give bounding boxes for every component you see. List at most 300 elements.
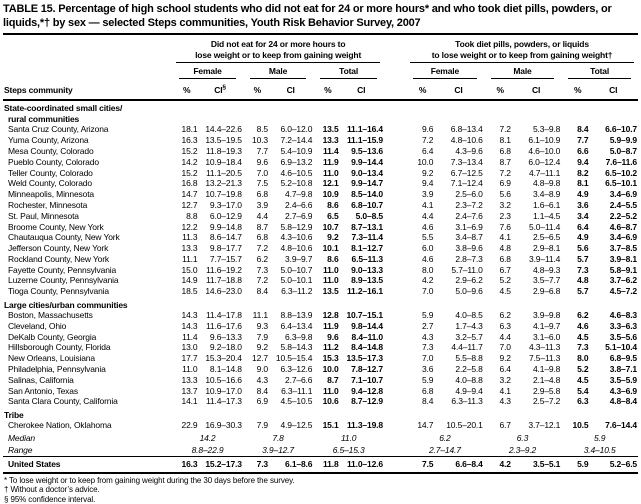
pct-cell: 11.2: [323, 342, 339, 353]
pct-cell: 5.7: [577, 286, 589, 297]
ci-cell: 13.5–17.3: [346, 353, 383, 364]
pct-cell: 13.3: [322, 135, 339, 146]
pct-cell: 22.9: [181, 420, 198, 431]
pct-cell: 7.7: [256, 145, 268, 156]
footnote-section: § 95% confidence interval.: [4, 494, 96, 504]
pct-cell: 4.4: [256, 210, 268, 221]
row-label: Fayette County, Pennsylvania: [8, 264, 117, 275]
pct-cell: 10.9: [322, 189, 339, 200]
ci-cell: 7.7–15.7: [209, 253, 242, 264]
ci-cell: 4.1–9.7: [532, 320, 561, 331]
column-gap: [384, 63, 406, 79]
ci-cell: 16.9–30.3: [205, 420, 242, 431]
ci-cell: 5.0–11.4: [529, 221, 561, 232]
ci-cell: 9.9–14.7: [351, 178, 383, 189]
pct-cell: 6.3: [577, 396, 589, 407]
pct-cell: 17.7: [181, 353, 198, 364]
ci-cell: 3.8–7.1: [609, 364, 637, 375]
pct-cell: 7.3: [256, 264, 268, 275]
column-gap: [384, 211, 406, 222]
pct-cell: 7.0: [499, 342, 511, 353]
pct-cell: 13.3: [181, 243, 198, 254]
table-body: [3, 100, 638, 473]
data-row: [3, 168, 638, 179]
ci-cell: 2.7–6.9: [285, 210, 313, 221]
column-gap: [384, 232, 406, 243]
pair-value-cell: 7.8: [272, 433, 284, 444]
group-header-no-eat-line1: Did not eat for 24 or more hours to: [210, 39, 346, 49]
data-row: [3, 375, 638, 386]
ci-cell: 5.7–11.0: [451, 264, 483, 275]
ci-cell: 7.3–13.4: [450, 156, 483, 167]
pct-cell: 10.7: [322, 221, 339, 232]
ci-cell: 6.8–13.4: [450, 124, 483, 135]
pct-cell: 7.0: [421, 286, 434, 297]
sex-header-total-right: Total: [561, 63, 638, 79]
sex-header-female-left: Female: [172, 63, 243, 79]
column-gap: [384, 200, 406, 211]
ci-cell: 4.9–9.4: [455, 385, 483, 396]
ci-cell: 5.0–8.7: [609, 145, 637, 156]
ci-cell: 5.0–9.6: [455, 286, 483, 297]
pct-cell: 4.3: [256, 374, 268, 385]
pct-cell: 10.0: [322, 364, 339, 375]
pct-cell: 4.3: [421, 331, 434, 342]
data-row: [3, 275, 638, 286]
ci-cell: 2.3–7.2: [455, 199, 483, 210]
row-label: DeKalb County, Georgia: [8, 331, 97, 342]
ci-cell: 8.6–14.7: [209, 232, 242, 243]
data-row: [3, 265, 638, 276]
ci-cell: 6.9–13.2: [280, 156, 313, 167]
ci-cell: 8.7–12.9: [351, 396, 383, 407]
column-header-ci: CI: [433, 79, 483, 100]
ci-cell: 6.1–8.6: [268, 457, 313, 473]
ci-cell: 4.8–8.4: [609, 396, 637, 407]
pct-cell: 8.6: [327, 199, 339, 210]
ci-cell: 4.6–10.0: [528, 145, 561, 156]
column-gap: [384, 178, 406, 189]
ci-cell: 5.4–10.9: [280, 145, 313, 156]
ci-cell: 11.1–16.4: [346, 124, 383, 135]
pct-cell: 4.6: [421, 253, 434, 264]
ci-cell: 2.8–7.3: [455, 253, 483, 264]
pct-cell: 5.6: [499, 189, 511, 200]
ci-cell: 7.1–12.4: [450, 178, 483, 189]
data-row: [3, 310, 638, 321]
row-label: Luzerne County, Pennsylvania: [8, 275, 119, 286]
ci-cell: 2.4–7.6: [455, 210, 483, 221]
pct-cell: 8.2: [577, 167, 589, 178]
ci-cell: 9.8–17.7: [209, 243, 242, 254]
pct-cell: 6.6: [577, 145, 589, 156]
ci-cell: 2.4–5.5: [609, 199, 637, 210]
pct-cell: 6.8: [256, 232, 268, 243]
data-row: [3, 386, 638, 397]
pct-cell: 10.6: [322, 396, 339, 407]
ci-cell: 8.8–13.9: [280, 310, 313, 321]
data-row: [3, 211, 638, 222]
ci-cell: 8.1–14.8: [209, 364, 242, 375]
row-label: Cleveland, Ohio: [8, 320, 67, 331]
ci-cell: 5.8–9.1: [609, 264, 637, 275]
ci-cell: 11.8–19.3: [205, 145, 242, 156]
ci-cell: 5.3–9.8: [532, 124, 561, 135]
pct-cell: 4.6: [577, 320, 589, 331]
row-label: Mesa County, Colorado: [8, 145, 94, 156]
ci-cell: 4.4–11.7: [451, 342, 483, 353]
sex-header-female-right: Female: [406, 63, 484, 79]
pct-cell: 11.4: [323, 145, 339, 156]
pct-cell: 4.9: [577, 189, 589, 200]
pct-cell: 11.0: [323, 385, 339, 396]
column-header-pct: %: [484, 79, 511, 100]
pair-value-cell: 3.4–10.5: [583, 444, 616, 455]
section-header: [3, 100, 638, 125]
ci-cell: 11.7–18.8: [205, 275, 242, 286]
ci-cell: 9.9–14.8: [209, 221, 242, 232]
sex-header-total-left: Total: [313, 63, 384, 79]
ci-cell: 11.3–19.8: [346, 420, 383, 431]
ci-cell: 11.1–20.5: [205, 167, 242, 178]
column-gap: [384, 243, 406, 254]
column-gap: [384, 39, 406, 63]
ci-cell: 3.4–8.9: [532, 189, 561, 200]
ci-footnote-mark: §: [222, 84, 227, 91]
pct-cell: 8.7: [256, 221, 268, 232]
ci-cell: 4.3–10.6: [280, 232, 313, 243]
ci-cell: 3.7–8.5: [609, 243, 637, 254]
ci-cell: 3.4–6.9: [609, 232, 637, 243]
pct-cell: 16.3: [172, 457, 197, 473]
ci-cell: 9.4–12.8: [351, 385, 383, 396]
ci-cell: 3.3–6.3: [609, 320, 637, 331]
section-header-line: rural communities: [8, 113, 80, 124]
pct-cell: 4.3: [499, 396, 511, 407]
sex-header-row: [3, 63, 638, 79]
table-title: TABLE 15. Percentage of high school students who did not eat for 24 or more hours* and who took diet pills, powders, or liquids,*† by sex — selected Steps communities, Youth Risk Behavior Survey, 2007: [3, 3, 638, 35]
row-label: Range: [8, 444, 33, 455]
row-label: Pueblo County, Colorado: [8, 156, 99, 167]
row-label: Tioga County, Pennsylvania: [8, 286, 109, 297]
column-header-pct: %: [243, 79, 268, 100]
ci-cell: 3.5–5.9: [609, 374, 637, 385]
column-gap: [384, 445, 406, 457]
ci-cell: 5.0–8.5: [355, 210, 383, 221]
ci-cell: 2.1–4.8: [532, 374, 561, 385]
data-row: [3, 222, 638, 233]
pct-cell: 6.8: [256, 189, 268, 200]
pct-cell: 5.2: [499, 275, 511, 286]
ci-cell: 3.9–11.4: [529, 253, 561, 264]
pct-cell: 8.8: [186, 210, 198, 221]
pct-cell: 13.5: [322, 124, 339, 135]
row-label: Broome County, New York: [8, 221, 104, 232]
ci-cell: 2.9–5.8: [532, 385, 561, 396]
ci-cell: 9.3–17.0: [209, 199, 242, 210]
ci-cell: 7.3–11.4: [351, 232, 383, 243]
pct-cell: 11.0: [323, 264, 339, 275]
pct-cell: 14.1: [181, 396, 198, 407]
ci-cell: 6.3–11.1: [281, 385, 313, 396]
group-header-row: [3, 39, 638, 63]
pct-cell: 4.1: [499, 385, 511, 396]
column-header-ci: CI: [511, 79, 561, 100]
pct-cell: 6.4: [577, 221, 589, 232]
ci-cell: 6.7–12.5: [450, 167, 483, 178]
pct-cell: 13.7: [181, 385, 198, 396]
pct-cell: 6.4: [499, 364, 511, 375]
ci-cell: 6.5–10.2: [605, 167, 637, 178]
pct-cell: 14.7: [417, 420, 434, 431]
ci-cell: 3.7–12.1: [528, 420, 561, 431]
column-header-ci: CI: [268, 79, 313, 100]
column-gap: [384, 310, 406, 321]
pct-cell: 9.6: [256, 156, 268, 167]
column-header-pct: %: [406, 79, 433, 100]
column-gap: [384, 189, 406, 200]
pct-cell: 7.2: [499, 124, 511, 135]
pct-cell: 5.6: [577, 243, 589, 254]
ci-cell: 9.5–13.6: [351, 145, 383, 156]
pct-cell: 9.4: [577, 156, 589, 167]
ci-cell: 8.9–13.5: [351, 275, 383, 286]
ci-cell: 4.3–11.3: [529, 342, 561, 353]
pct-cell: 5.9: [421, 310, 434, 321]
pct-cell: 6.5: [327, 210, 339, 221]
pct-cell: 11.1: [252, 310, 268, 321]
united-states-row: [3, 457, 638, 473]
column-gap: [384, 168, 406, 179]
pct-cell: 9.4: [421, 178, 434, 189]
ci-cell: 8.4–14.8: [351, 342, 383, 353]
pct-cell: 9.0: [256, 364, 268, 375]
ci-cell: 2.5–7.2: [532, 396, 561, 407]
row-label: Teller County, Colorado: [8, 167, 93, 178]
ci-cell: 4.8–10.6: [280, 243, 313, 254]
ci-cell: 6.8–9.5: [609, 353, 637, 364]
pct-cell: 3.2: [499, 374, 511, 385]
pct-cell: 8.5: [256, 124, 268, 135]
ci-cell: 4.7–9.8: [285, 189, 313, 200]
pair-value-cell: 6.3: [516, 433, 529, 444]
data-row: [3, 200, 638, 211]
ci-cell: 6.3–9.8: [285, 331, 313, 342]
pct-cell: 13.3: [181, 374, 198, 385]
column-gap: [384, 135, 406, 146]
pct-cell: 6.4: [421, 145, 434, 156]
pair-value-cell: 3.9–12.7: [262, 444, 295, 455]
section-header-line: Large cities/urban communities: [4, 299, 128, 310]
pct-cell: 7.0: [421, 353, 434, 364]
ci-cell: 9.0–13.4: [351, 167, 383, 178]
ci-cell: 2.9–8.1: [532, 243, 561, 254]
pct-cell: 6.3: [499, 320, 511, 331]
ci-cell: 4.1–9.8: [532, 364, 561, 375]
pair-value-cell: 6.2: [439, 433, 451, 444]
pct-cell: 15.1: [322, 420, 339, 431]
ci-cell: 11.1–15.9: [346, 135, 383, 146]
column-gap: [384, 321, 406, 332]
data-row: [3, 243, 638, 254]
pct-cell: 2.7: [421, 320, 434, 331]
ci-cell: 9.9–14.4: [351, 156, 383, 167]
pct-cell: 15.2: [181, 145, 198, 156]
row-label: Weld County, Colorado: [8, 178, 92, 189]
column-gap: [384, 457, 406, 473]
ci-cell: 6.1–10.9: [528, 135, 561, 146]
pct-cell: 4.8: [499, 243, 511, 254]
ci-cell: 6.5–11.3: [351, 253, 383, 264]
ci-cell: 1.7–4.3: [455, 320, 483, 331]
row-label: Rochester, Minnesota: [8, 199, 88, 210]
ci-cell: 6.3–12.6: [280, 364, 313, 375]
ci-cell: 6.0–12.9: [209, 210, 242, 221]
footnotes: [3, 474, 638, 504]
column-gap: [384, 332, 406, 343]
pct-cell: 8.7: [499, 156, 511, 167]
sex-header-male-right: Male: [484, 63, 562, 79]
group-header-diet-pills-line1: Took diet pills, powders, or liquids: [455, 39, 589, 49]
data-row: [3, 420, 638, 431]
pct-cell: 15.3: [322, 353, 339, 364]
ci-cell: 4.6–8.7: [609, 221, 637, 232]
ci-cell: 5.8–12.9: [280, 221, 313, 232]
pct-cell: 3.9: [256, 199, 268, 210]
pair-value-cell: 14.2: [199, 433, 216, 444]
ci-cell: 6.6–8.4: [433, 457, 483, 473]
ci-cell: 4.6–8.3: [609, 310, 637, 321]
ci-cell: 10.5–20.1: [446, 420, 483, 431]
ci-cell: 3.8–9.6: [455, 243, 483, 254]
pct-cell: 10.5: [572, 420, 589, 431]
column-gap: [384, 386, 406, 397]
pct-cell: 16.3: [181, 135, 198, 146]
pct-cell: 7.7: [577, 135, 589, 146]
section-header-line: State-coordinated small cities/: [4, 103, 123, 114]
pct-cell: 2.3: [499, 210, 511, 221]
pair-value-cell: 6.5–15.3: [332, 444, 365, 455]
pct-cell: 6.0: [421, 243, 434, 254]
ci-cell: 10.9–17.0: [205, 385, 242, 396]
pct-cell: 12.8: [322, 310, 339, 321]
pct-cell: 9.6: [421, 124, 434, 135]
ci-cell: 2.9–6.2: [455, 275, 483, 286]
column-gap: [384, 364, 406, 375]
data-row: [3, 396, 638, 407]
pct-cell: 4.2: [484, 457, 511, 473]
column-gap: [384, 431, 406, 445]
column-gap: [384, 275, 406, 286]
pair-value-cell: 2.7–14.7: [428, 444, 461, 455]
pct-cell: 14.2: [181, 156, 198, 167]
pct-cell: 11.4: [182, 331, 198, 342]
pct-cell: 3.9: [421, 189, 434, 200]
pair-value-cell: 8.8–22.9: [191, 444, 224, 455]
pct-cell: 7.0: [256, 167, 268, 178]
pct-cell: 4.5: [499, 286, 511, 297]
footnote-dagger: † Without a doctor’s advice.: [4, 485, 100, 495]
ci-cell: 6.0–12.4: [528, 156, 561, 167]
pct-cell: 13.0: [181, 342, 198, 353]
ci-cell: 9.0–13.3: [351, 264, 383, 275]
pct-cell: 6.2: [499, 310, 511, 321]
ci-cell: 10.7–15.1: [346, 310, 383, 321]
pct-cell: 14.9: [181, 275, 198, 286]
column-gap: [384, 396, 406, 407]
pct-cell: 5.9: [421, 374, 434, 385]
section-header: [3, 407, 638, 420]
pct-cell: 11.9: [323, 320, 339, 331]
section-header: [3, 297, 638, 310]
row-label: Median: [8, 433, 35, 444]
row-label: Cherokee Nation, Oklahoma: [8, 420, 112, 431]
pct-cell: 9.2: [499, 353, 511, 364]
ci-cell: 6.4–13.4: [280, 320, 313, 331]
ci-cell: 11.6–19.2: [205, 264, 242, 275]
column-gap: [384, 124, 406, 135]
pct-cell: 6.2: [256, 253, 268, 264]
ci-cell: 3.1–6.0: [532, 331, 561, 342]
pair-value-cell: 5.9: [593, 433, 606, 444]
pct-cell: 10.3: [252, 135, 268, 146]
ci-cell: 8.1–12.7: [351, 243, 383, 254]
pct-cell: 8.0: [577, 353, 589, 364]
pct-cell: 4.4: [421, 210, 434, 221]
steps-community-table: [3, 39, 638, 474]
pct-cell: 7.9: [256, 331, 268, 342]
ci-cell: 5.2–6.5: [588, 457, 638, 473]
pct-cell: 6.2: [577, 310, 589, 321]
column-gap: [384, 420, 406, 431]
ci-cell: 3.5–5.1: [511, 457, 561, 473]
ci-cell: 7.2–14.4: [280, 135, 313, 146]
pct-cell: 10.1: [322, 243, 339, 254]
row-label: Hillsborough County, Florida: [8, 342, 111, 353]
ci-cell: 11.4–17.8: [205, 310, 242, 321]
ci-cell: 2.9–6.8: [532, 286, 561, 297]
section-header-row: [3, 407, 638, 420]
column-header-ci: CI: [339, 79, 384, 100]
pct-cell: 7.5: [256, 178, 268, 189]
ci-cell: 1.1–4.5: [532, 210, 561, 221]
row-label: Chautauqua County, New York: [8, 232, 120, 243]
row-label-header: Steps community: [3, 79, 172, 100]
ci-cell: 1.6–6.1: [532, 199, 561, 210]
ci-cell: 5.2–10.8: [280, 178, 313, 189]
pct-cell: 8.7: [327, 374, 339, 385]
ci-cell: 4.8–9.3: [532, 264, 561, 275]
pair-value-cell: 2.3–9.2: [508, 444, 537, 455]
pct-cell: 11.0: [323, 167, 339, 178]
pct-cell: 8.4: [256, 286, 268, 297]
median-row: [3, 431, 638, 445]
row-label: Yuma County, Arizona: [8, 135, 89, 146]
ci-cell: 4.0–8.8: [455, 374, 483, 385]
ci-cell: 9.8–14.4: [351, 320, 383, 331]
pct-cell: 14.3: [181, 310, 198, 321]
ci-cell: 4.6–10.5: [280, 167, 313, 178]
ci-cell: 6.3–11.3: [451, 396, 483, 407]
ci-cell: 4.9–12.5: [280, 420, 313, 431]
ci-cell: 8.7–13.1: [351, 221, 383, 232]
ci-cell: 11.6–17.6: [205, 320, 242, 331]
ci-cell: 9.6–13.3: [209, 331, 242, 342]
row-label: San Antonio, Texas: [8, 385, 78, 396]
row-label: Santa Cruz County, Arizona: [8, 124, 109, 135]
ci-cell: 4.3–9.6: [455, 145, 483, 156]
ci-cell: 6.8–10.7: [351, 199, 383, 210]
